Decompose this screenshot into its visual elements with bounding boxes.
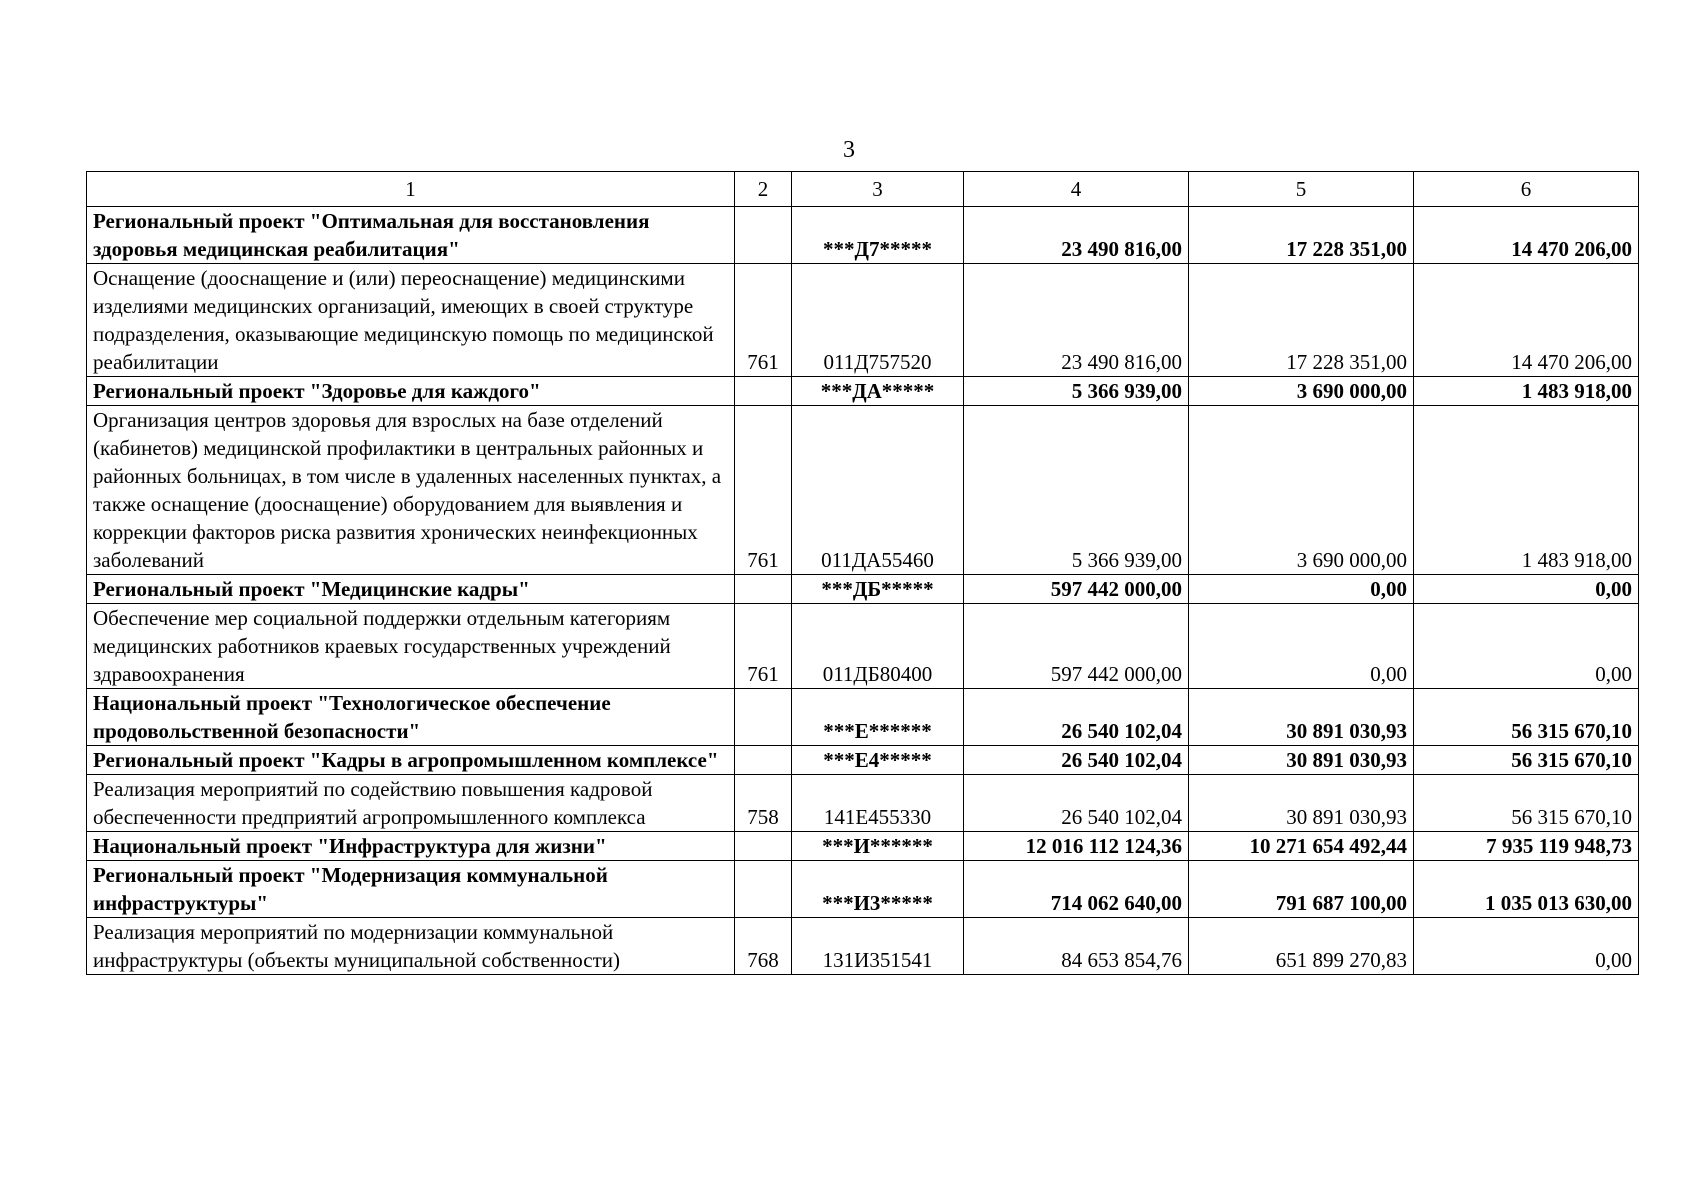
table-row-section xyxy=(87,861,1639,918)
row-name-cell: Оснащение (дооснащение и (или) переоснащение) медицинскими изделиями медицинских организаций, имеющих в своей структуре подразделения, оказывающие медицинскую помощь по медицинской реабилитации xyxy=(87,264,735,377)
row-value-col5: 791 687 100,00 xyxy=(1189,861,1414,918)
row-name-cell: Региональный проект "Медицинские кадры" xyxy=(87,575,735,604)
column-header: 3 xyxy=(792,172,964,207)
table-row xyxy=(87,604,1639,689)
row-value-col4: 26 540 102,04 xyxy=(964,689,1189,746)
row-grbs-cell: 761 xyxy=(735,604,792,689)
row-name-cell: Региональный проект "Здоровье для каждого" xyxy=(87,377,735,406)
row-value-col4: 84 653 854,76 xyxy=(964,918,1189,975)
row-name-cell: Региональный проект "Кадры в агропромышленном комплексе" xyxy=(87,746,735,775)
row-value-col6: 14 470 206,00 xyxy=(1414,207,1639,264)
row-name-cell: Национальный проект "Инфраструктура для жизни" xyxy=(87,832,735,861)
row-value-col5: 30 891 030,93 xyxy=(1189,746,1414,775)
row-value-col5: 651 899 270,83 xyxy=(1189,918,1414,975)
row-value-col6: 56 315 670,10 xyxy=(1414,775,1639,832)
row-grbs-cell xyxy=(735,746,792,775)
row-code-cell: 131И351541 xyxy=(792,918,964,975)
row-grbs-cell: 768 xyxy=(735,918,792,975)
row-value-col5: 17 228 351,00 xyxy=(1189,207,1414,264)
table-row-section xyxy=(87,746,1639,775)
row-code-cell: ***Д7***** xyxy=(792,207,964,264)
row-value-col6: 0,00 xyxy=(1414,604,1639,689)
row-code-cell: 011ДА55460 xyxy=(792,406,964,575)
row-value-col6: 1 483 918,00 xyxy=(1414,406,1639,575)
table-row-section xyxy=(87,832,1639,861)
row-value-col5: 0,00 xyxy=(1189,604,1414,689)
row-value-col5: 30 891 030,93 xyxy=(1189,689,1414,746)
row-value-col6: 1 035 013 630,00 xyxy=(1414,861,1639,918)
row-code-cell: ***ДА***** xyxy=(792,377,964,406)
row-grbs-cell: 758 xyxy=(735,775,792,832)
column-header: 6 xyxy=(1414,172,1639,207)
row-grbs-cell xyxy=(735,861,792,918)
row-value-col5: 0,00 xyxy=(1189,575,1414,604)
table-row xyxy=(87,264,1639,377)
row-value-col4: 26 540 102,04 xyxy=(964,775,1189,832)
row-name-cell: Региональный проект "Оптимальная для восстановления здоровья медицинская реабилитация" xyxy=(87,207,735,264)
page-number: 3 xyxy=(843,137,855,163)
row-value-col5: 3 690 000,00 xyxy=(1189,406,1414,575)
table-row xyxy=(87,918,1639,975)
row-value-col5: 10 271 654 492,44 xyxy=(1189,832,1414,861)
column-header: 1 xyxy=(87,172,735,207)
row-name-cell: Национальный проект "Технологическое обеспечение продовольственной безопасности" xyxy=(87,689,735,746)
row-code-cell: 011ДБ80400 xyxy=(792,604,964,689)
row-value-col4: 5 366 939,00 xyxy=(964,377,1189,406)
row-value-col4: 12 016 112 124,36 xyxy=(964,832,1189,861)
row-value-col4: 597 442 000,00 xyxy=(964,604,1189,689)
budget-table xyxy=(86,171,1639,975)
header-row xyxy=(87,172,1639,207)
row-value-col6: 56 315 670,10 xyxy=(1414,746,1639,775)
row-value-col4: 23 490 816,00 xyxy=(964,264,1189,377)
row-value-col5: 3 690 000,00 xyxy=(1189,377,1414,406)
row-code-cell: ***ДБ***** xyxy=(792,575,964,604)
column-header: 4 xyxy=(964,172,1189,207)
table-row-section xyxy=(87,689,1639,746)
column-header: 5 xyxy=(1189,172,1414,207)
row-grbs-cell: 761 xyxy=(735,406,792,575)
row-grbs-cell xyxy=(735,207,792,264)
row-value-col4: 714 062 640,00 xyxy=(964,861,1189,918)
row-grbs-cell xyxy=(735,377,792,406)
row-value-col6: 56 315 670,10 xyxy=(1414,689,1639,746)
row-grbs-cell xyxy=(735,832,792,861)
row-code-cell: ***И3***** xyxy=(792,861,964,918)
row-code-cell: 141Е455330 xyxy=(792,775,964,832)
row-name-cell: Обеспечение мер социальной поддержки отдельным категориям медицинских работников краевых государственных учреждений здравоохранения xyxy=(87,604,735,689)
row-value-col4: 5 366 939,00 xyxy=(964,406,1189,575)
row-value-col5: 30 891 030,93 xyxy=(1189,775,1414,832)
row-grbs-cell: 761 xyxy=(735,264,792,377)
row-value-col6: 0,00 xyxy=(1414,918,1639,975)
row-code-cell: ***Е4***** xyxy=(792,746,964,775)
row-grbs-cell xyxy=(735,689,792,746)
row-value-col4: 597 442 000,00 xyxy=(964,575,1189,604)
table-row-section xyxy=(87,207,1639,264)
row-code-cell: 011Д757520 xyxy=(792,264,964,377)
row-value-col4: 23 490 816,00 xyxy=(964,207,1189,264)
row-value-col6: 0,00 xyxy=(1414,575,1639,604)
row-name-cell: Реализация мероприятий по модернизации коммунальной инфраструктуры (объекты муниципальной собственности) xyxy=(87,918,735,975)
column-header: 2 xyxy=(735,172,792,207)
row-value-col6: 7 935 119 948,73 xyxy=(1414,832,1639,861)
row-code-cell: ***И****** xyxy=(792,832,964,861)
row-value-col6: 14 470 206,00 xyxy=(1414,264,1639,377)
table-row-section xyxy=(87,575,1639,604)
row-name-cell: Реализация мероприятий по содействию повышения кадровой обеспеченности предприятий агропромышленного комплекса xyxy=(87,775,735,832)
row-value-col5: 17 228 351,00 xyxy=(1189,264,1414,377)
row-name-cell: Организация центров здоровья для взрослых на базе отделений (кабинетов) медицинской профилактики в центральных районных и районных больницах, в том числе в удаленных населенных пунктах, а также оснащение (дооснащение) оборудованием для выявления и коррекции факторов риска развития хронических неинфекционных заболеваний xyxy=(87,406,735,575)
table-row xyxy=(87,406,1639,575)
table-row-section xyxy=(87,377,1639,406)
row-grbs-cell xyxy=(735,575,792,604)
table-row xyxy=(87,775,1639,832)
row-value-col6: 1 483 918,00 xyxy=(1414,377,1639,406)
row-code-cell: ***Е****** xyxy=(792,689,964,746)
row-name-cell: Региональный проект "Модернизация коммунальной инфраструктуры" xyxy=(87,861,735,918)
row-value-col4: 26 540 102,04 xyxy=(964,746,1189,775)
